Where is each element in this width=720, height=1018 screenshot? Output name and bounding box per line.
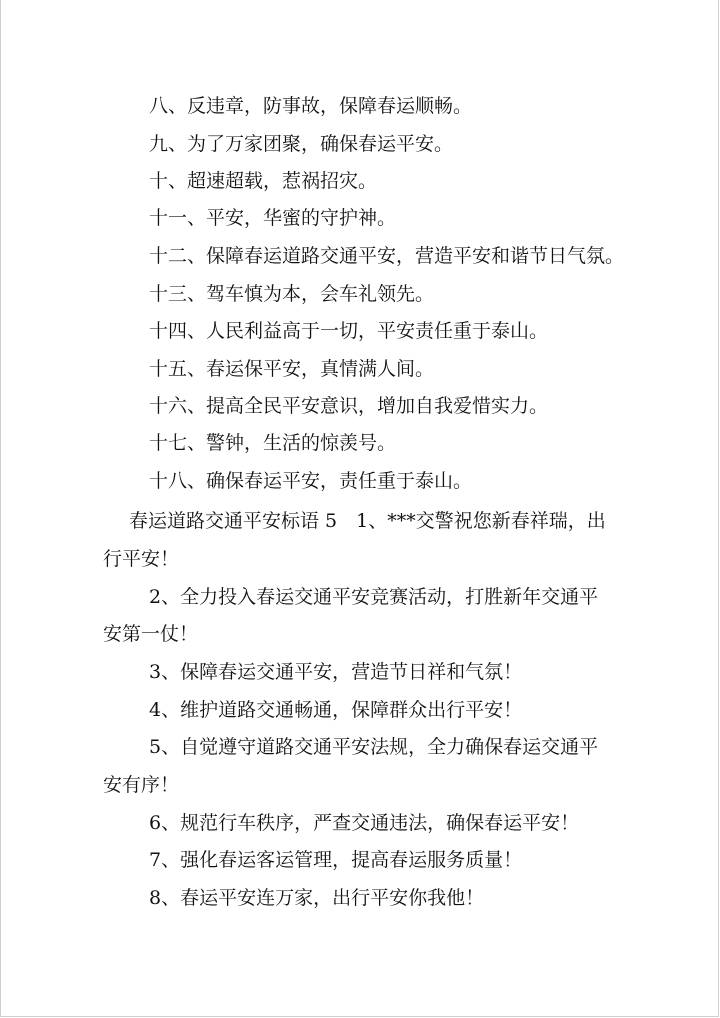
slogan-line-continuation: 行平安！ [103,548,180,570]
slogan-line: 十七、警钟，生活的惊羡号。 [149,432,397,454]
slogan-line: 十八、确保春运平安，责任重于泰山。 [149,470,473,492]
slogan-line: 十、超速超载，惹祸招灾。 [149,170,378,192]
slogan-line: 十五、春运保平安，真情满人间。 [149,358,435,380]
slogan-line: 2、全力投入春运交通平安竞赛活动，打胜新年交通平 [149,586,599,608]
slogan-line: 十四、人民利益高于一切，平安责任重于泰山。 [149,320,549,342]
slogan-line: 5、自觉遵守道路交通平安法规，全力确保春运交通平 [149,736,599,758]
slogan-line: 八、反违章，防事故，保障春运顺畅。 [149,95,473,117]
slogan-line-continuation: 安第一仗！ [103,623,199,645]
slogan-line: 8、春运平安连万家，出行平安你我他！ [149,887,485,909]
slogan-line: 7、强化春运客运管理，提高春运服务质量！ [149,849,523,871]
slogan-line: 十六、提高全民平安意识，增加自我爱惜实力。 [149,395,549,417]
slogan-line: 3、保障春运交通平安，营造节日祥和气氛！ [149,661,523,683]
slogan-line: 6、规范行车秩序，严查交通违法，确保春运平安！ [149,812,580,834]
slogan-line-continuation: 安有序！ [103,774,180,796]
slogan-line: 4、维护道路交通畅通，保障群众出行平安！ [149,699,523,721]
slogan-line: 十一、平安，华蜜的守护神。 [149,207,397,229]
slogan-line: 十三、驾车慎为本，会车礼领先。 [149,283,435,305]
section-heading-line: 春运道路交通平安标语 5 1、***交警祝您新春祥瑞，出 [129,510,606,532]
slogan-line: 九、为了万家团聚，确保春运平安。 [149,133,454,155]
slogan-line: 十二、保障春运道路交通平安，营造平安和谐节日气氛。 [149,245,625,267]
